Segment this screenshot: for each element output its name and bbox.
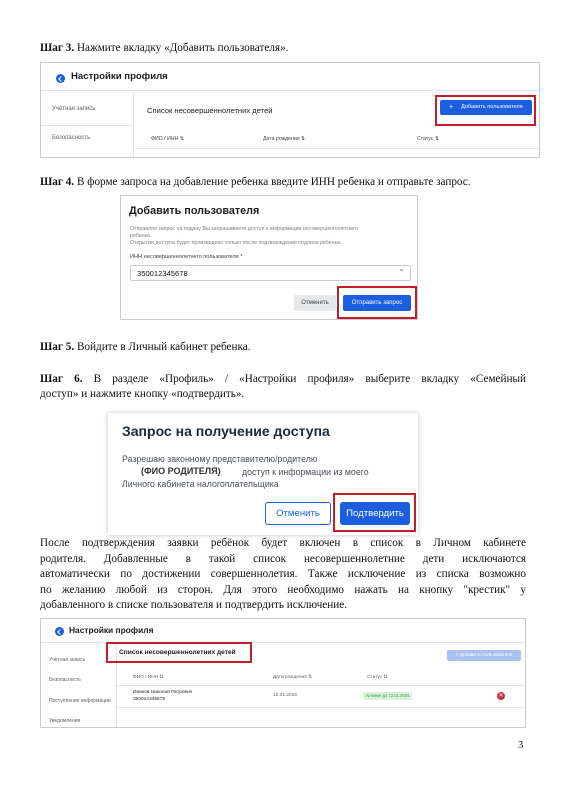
sidebar-item-info[interactable]: Поступления информации (49, 698, 111, 704)
inn-input[interactable] (130, 265, 411, 281)
table-divider (134, 148, 540, 149)
inn-field-label: ИНН несовершеннолетнего пользователя * (130, 254, 243, 260)
page-title: Настройки профиля (71, 71, 168, 82)
column-name-inn[interactable]: ФИО / ИНН ⇅ (151, 136, 185, 142)
children-list-title: Список несовершеннолетних детей (147, 106, 273, 115)
highlight-frame (337, 286, 417, 319)
row-child-inn: 350012345678 (133, 697, 166, 702)
page-number: 3 (518, 740, 524, 751)
page-title: Настройки профиля (69, 625, 154, 635)
explanation-paragraph: После подтверждения заявки ребёнок будет включен в список в Личном кабинете родителя. Добавленные в такой список несовершеннолетние дети исключаются автоматически по достижении совершеннолетия. Также исключение из списка возможно по желанию любой из сторон. Для этого необходимо нажать на кнопку "крестик" у добавленного в списке пользователя и подтвердить исключение. (40, 537, 526, 611)
children-list-title: Список несовершеннолетних детей (119, 649, 236, 656)
spinner-icon[interactable]: ⌃ (398, 268, 405, 277)
dialog-text-line: Личного кабинета налогоплательщика (122, 479, 279, 489)
screenshot-children-list (40, 618, 526, 728)
sidebar-item-notifications[interactable]: Уведомления (49, 718, 81, 724)
table-divider (117, 685, 526, 686)
inn-input-value: 350012345678 (137, 269, 188, 278)
column-name-inn[interactable]: ФИО / ИНН ⇅ (133, 675, 164, 680)
sidebar-item-security[interactable]: Безопасность (49, 677, 81, 683)
highlight-frame (333, 493, 416, 532)
screenshot-profile-settings (40, 62, 540, 158)
step-4-label: Шаг 4. (40, 176, 75, 188)
info-text-line: Открытие доступа будет произведено только после подтверждения подписи ребенка. (130, 240, 342, 246)
sidebar-item-account[interactable]: Учётная запись (49, 657, 86, 663)
step-3-label: Шаг 3. (40, 42, 75, 54)
dialog-title: Запрос на получение доступа (122, 423, 330, 439)
column-status[interactable]: Статус ⇅ (367, 675, 388, 680)
back-arrow-icon[interactable] (56, 74, 65, 83)
screenshot-access-request (108, 413, 418, 535)
back-arrow-icon[interactable] (55, 627, 64, 636)
screenshot-add-user-form (120, 195, 418, 320)
parent-name-placeholder: (ФИО РОДИТЕЛЯ) (141, 466, 221, 476)
send-request-button[interactable]: Отправить запрос (343, 295, 411, 311)
add-user-button[interactable]: + Добавить пользователя (447, 650, 521, 661)
cancel-button[interactable]: Отменить (294, 295, 336, 311)
step-4-text: Шаг 4. В форме запроса на добавление ребенка введите ИНН ребенка и отправьте запрос. (40, 176, 471, 188)
sidebar (41, 92, 134, 158)
highlight-frame (106, 642, 252, 663)
highlight-frame (435, 95, 536, 126)
column-birth-date[interactable]: Дата рождения ⇅ (263, 136, 306, 142)
remove-x-icon[interactable]: ✕ (498, 692, 504, 699)
cancel-button[interactable]: Отменить (265, 502, 331, 525)
info-text-line: Отправляя запрос на подачу Вы запрашиваете доступ к информации несовершеннолетнего (130, 226, 358, 232)
column-birth-date[interactable]: Дата рождения ⇅ (273, 675, 313, 680)
sidebar-item-security[interactable]: Безопасность (52, 135, 91, 141)
sidebar-item-account[interactable]: Учётная запись (52, 106, 96, 112)
step-6-label: Шаг 6. (40, 373, 83, 385)
dialog-text-line: Разрешаю законному представителю/родителю (122, 454, 318, 464)
step-6-text: Шаг 6. В разделе «Профиль» / «Настройки профиля» выберите вкладку «Семейный доступ» и нажмите кнопку «подтвердить». (40, 373, 526, 400)
table-divider (117, 707, 526, 708)
plus-icon: + (449, 104, 454, 111)
step-5-label: Шаг 5. (40, 341, 75, 353)
dialog-text-line: доступ к информации из моего (242, 467, 369, 477)
sidebar-divider (41, 125, 134, 126)
confirm-button[interactable]: Подтвердить (340, 502, 410, 525)
row-birth-date: 12.01.2016 (273, 693, 298, 698)
column-status[interactable]: Статус ⇅ (417, 136, 440, 142)
row-child-name: Иванов Николая Петрович (133, 690, 193, 695)
status-badge: Активен до 12.01.2034 (363, 692, 412, 700)
step-3-text: Шаг 3. Нажмите вкладку «Добавить пользователя». (40, 42, 289, 54)
step-5-text: Шаг 5. Войдите в Личный кабинет ребенка. (40, 341, 251, 353)
info-text-line: ребенка. (130, 233, 152, 239)
form-title: Добавить пользователя (129, 205, 260, 217)
add-user-button-label: Добавить пользователя (461, 104, 523, 110)
